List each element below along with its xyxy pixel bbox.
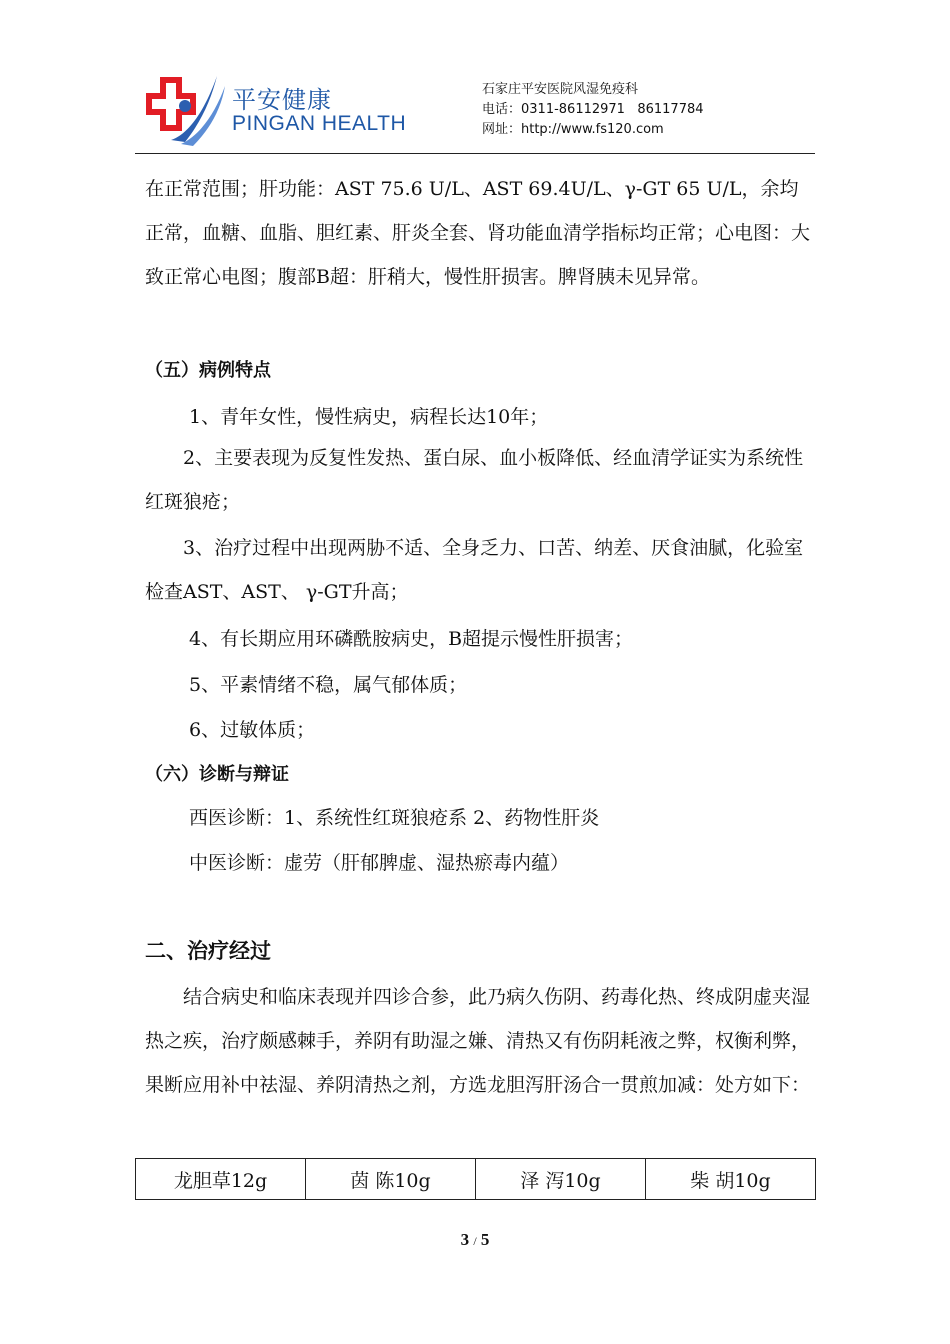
total-pages: 5 [480, 1230, 490, 1249]
herb-cell: 柴 胡10g [646, 1159, 816, 1200]
current-page: 3 [460, 1230, 470, 1249]
herb-cell: 茵 陈10g [306, 1159, 476, 1200]
herb-cell: 泽 泻10g [476, 1159, 646, 1200]
lab-results-paragraph: 在正常范围；肝功能：AST 75.6 U/L、AST 69.4U/L、γ-GT 65 U/L，余均正常，血糖、血脂、胆红素、肝炎全套、肾功能血清学指标均正常；心电图：大致正常心电图；腹部B超：肝稍大，慢性肝损害。脾肾胰未见异常。 [145, 178, 811, 288]
feature-item: 4、有长期应用环磷酰胺病史，B超提示慢性肝损害； [189, 628, 634, 650]
hospital-phone: 电话：0311-86112971 86117784 [482, 102, 704, 117]
prescription-table [135, 1158, 816, 1200]
hospital-contact [482, 80, 704, 140]
page-header [0, 0, 950, 160]
logo-english-name: PINGAN HEALTH [232, 112, 407, 135]
header-divider [135, 153, 815, 154]
page-number [0, 1230, 950, 1250]
page-separator: / [473, 1234, 477, 1248]
western-diagnosis: 西医诊断：1、系统性红斑狼疮系 2、药物性肝炎 [189, 807, 600, 829]
feature-item: 1、青年女性，慢性病史，病程长达10年； [189, 406, 549, 428]
pingan-logo-icon [145, 66, 235, 148]
table-row [136, 1159, 816, 1200]
hospital-website: 网址：http://www.fs120.com [482, 122, 664, 137]
feature-item: 5、平素情绪不稳，属气郁体质； [189, 674, 468, 696]
feature-item: 3、治疗过程中出现两胁不适、全身乏力、口苦、纳差、厌食油腻，化验室检查AST、AST、 γ-GT升高； [145, 537, 804, 603]
logo-chinese-name: 平安健康 [232, 86, 332, 114]
herb-cell: 龙胆草12g [136, 1159, 306, 1200]
section-6-heading: （六）诊断与辩证 [145, 764, 289, 785]
section-5-heading: （五）病例特点 [145, 360, 271, 381]
feature-item: 2、主要表现为反复性发热、蛋白尿、血小板降低、经血清学证实为系统性红斑狼疮； [145, 447, 804, 513]
tcm-diagnosis: 中医诊断：虚劳（肝郁脾虚、湿热瘀毒内蕴） [189, 852, 570, 874]
feature-item: 6、过敏体质； [189, 719, 316, 741]
section-2-heading: 二、治疗经过 [145, 939, 271, 963]
hospital-department: 石家庄平安医院风湿免疫科 [482, 82, 639, 97]
treatment-paragraph: 结合病史和临床表现并四诊合参，此乃病久伤阴、药毒化热、终成阴虚夹湿热之疾，治疗颇感棘手，养阴有助湿之嫌、清热又有伤阴耗液之弊，权衡利弊，果断应用补中祛湿、养阴清热之剂，方选龙胆泻肝汤合一贯煎加减：处方如下： [145, 986, 811, 1096]
